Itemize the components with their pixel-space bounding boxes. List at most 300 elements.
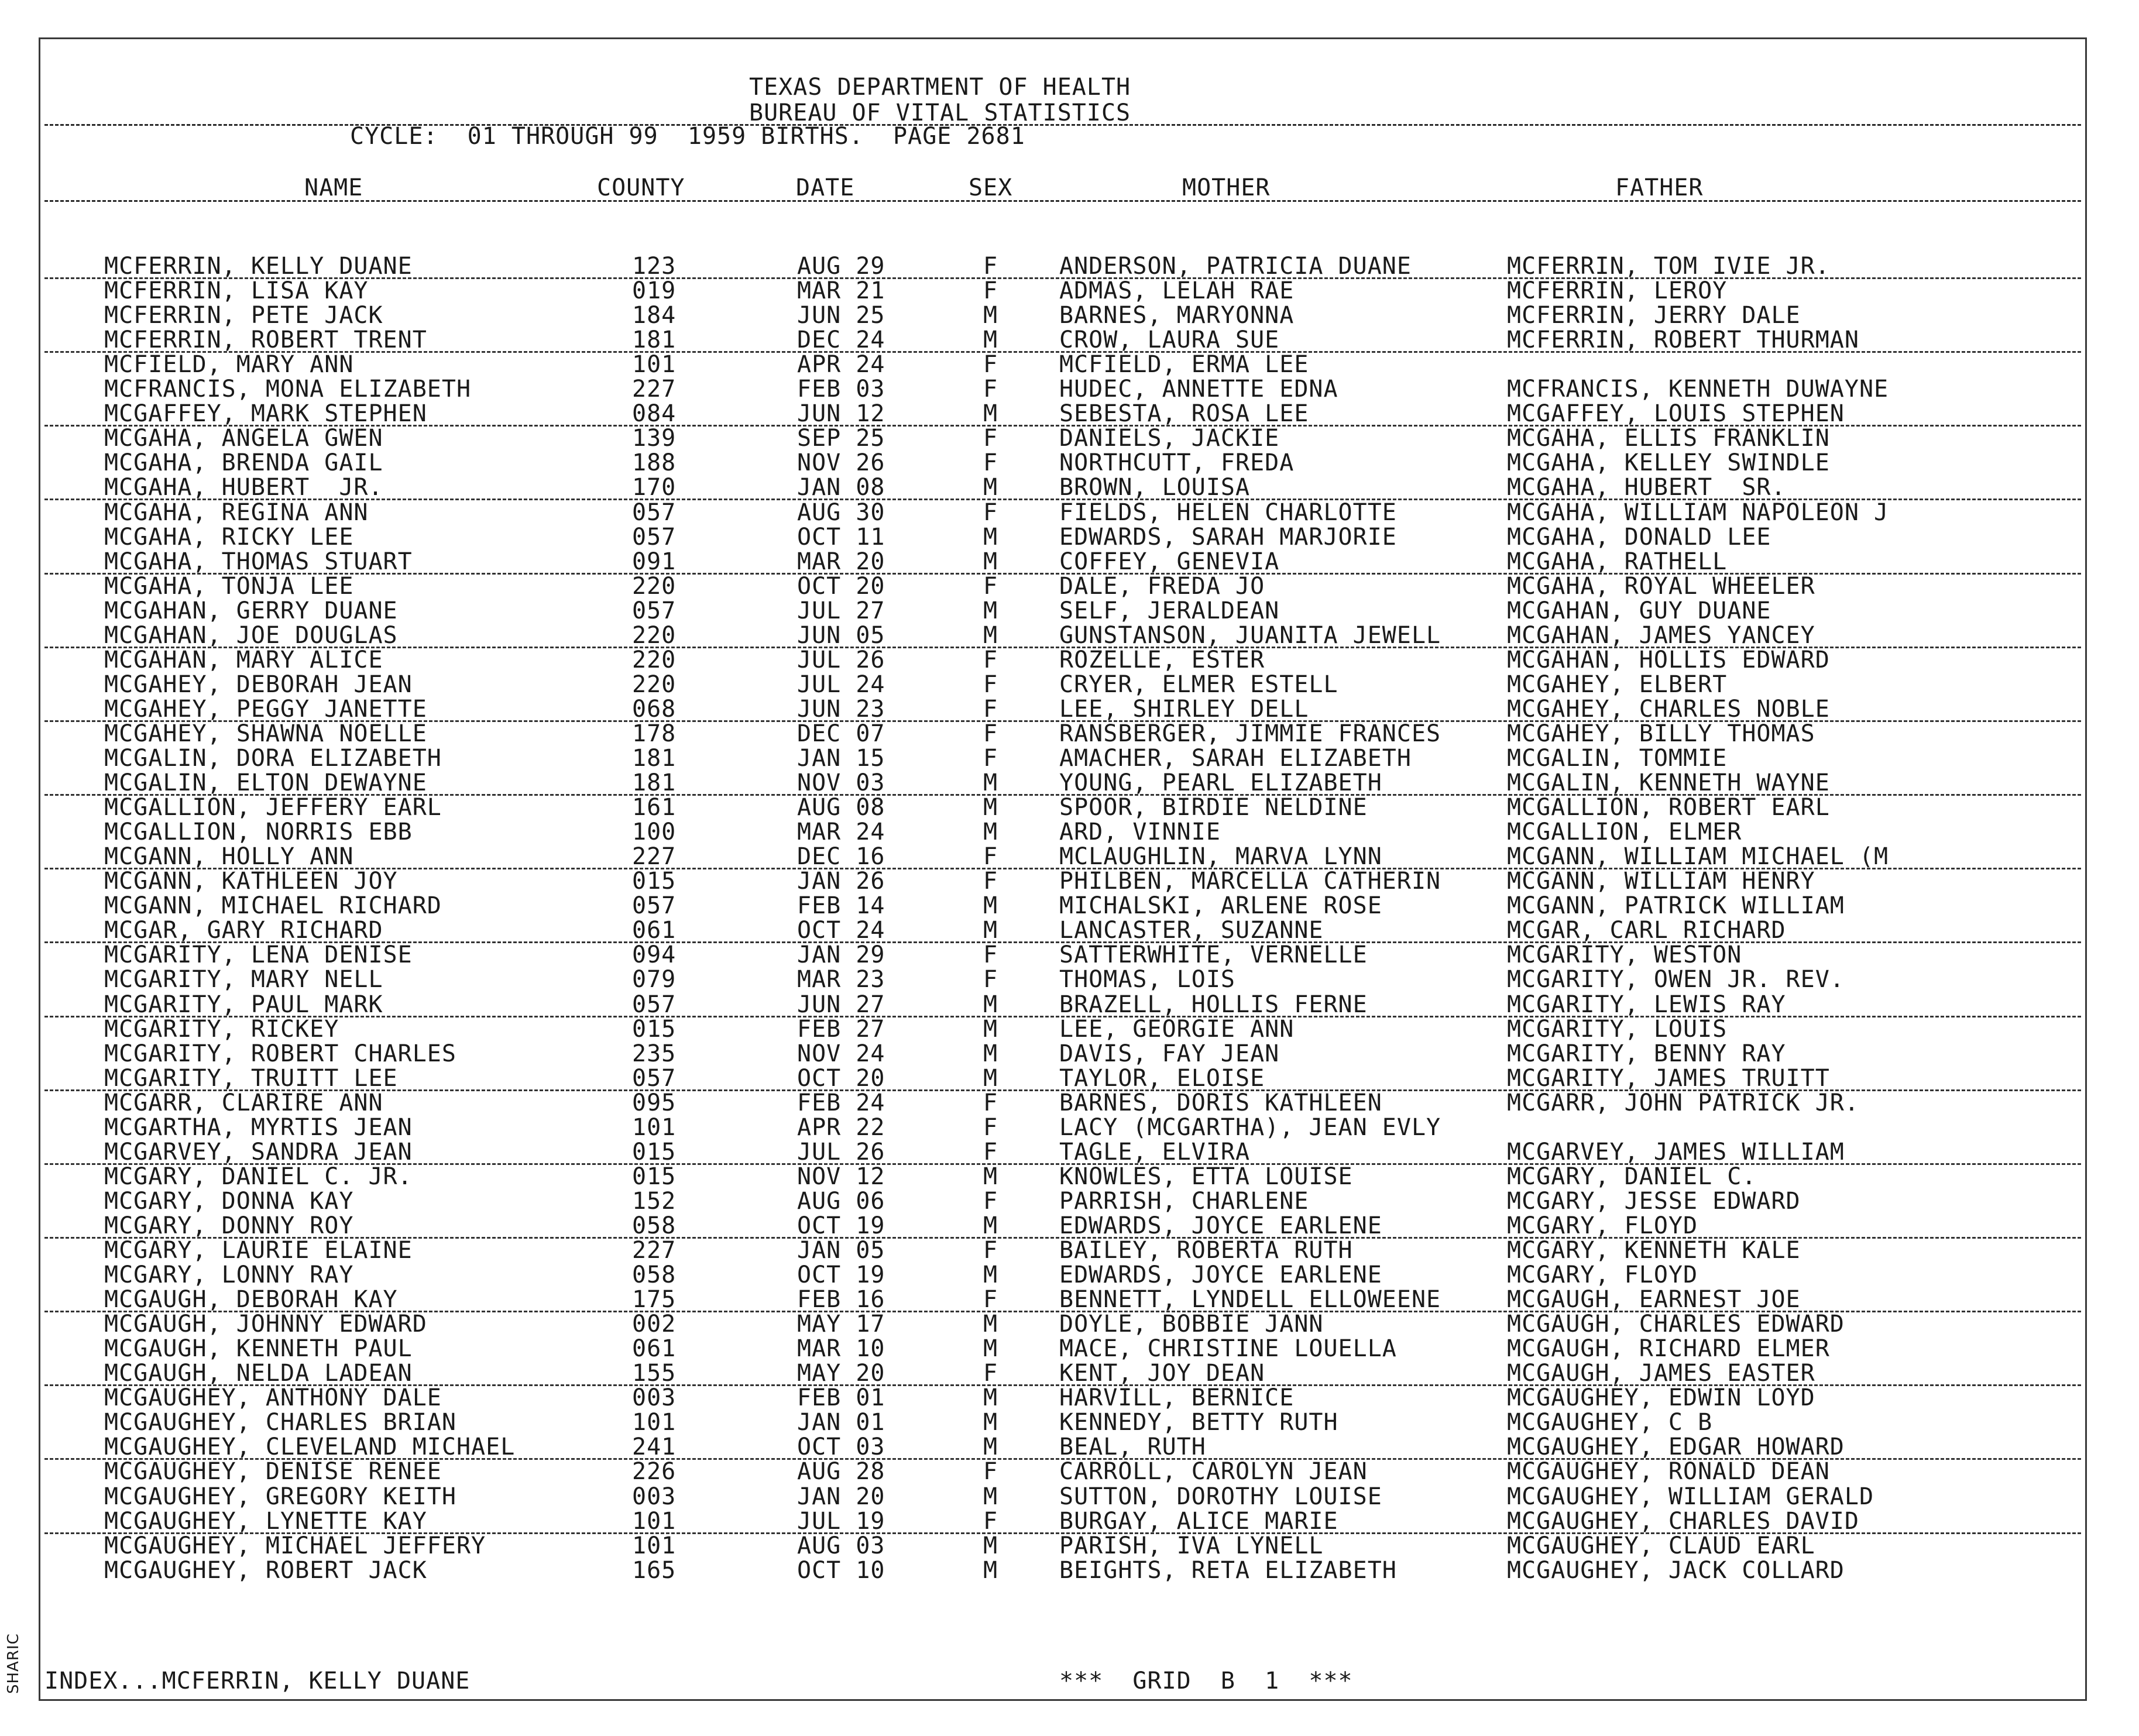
cell-father: MCFRANCIS, KENNETH DUWAYNE [1507, 376, 1889, 403]
cell-county: 019 [632, 277, 677, 305]
cell-name: MCGARTHA, MYRTIS JEAN [104, 1113, 413, 1141]
cell-mother: BARNES, DORIS KATHLEEN [1059, 1089, 1382, 1116]
cell-father: MCGARY, DANIEL C. [1507, 1163, 1757, 1190]
cell-mother: DANIELS, JACKIE [1059, 425, 1280, 452]
cell-mother: TAGLE, ELVIRA [1059, 1138, 1251, 1166]
cell-date: JAN 26 [797, 868, 885, 895]
cell-mother: EDWARDS, JOYCE EARLENE [1059, 1261, 1382, 1289]
cell-county: 057 [632, 597, 677, 624]
cell-name: MCFIELD, MARY ANN [104, 351, 354, 379]
cell-sex: F [983, 572, 998, 600]
cell-county: 084 [632, 400, 677, 428]
cell-name: MCGAHEY, SHAWNA NOELLE [104, 720, 427, 747]
cell-father: MCFERRIN, JERRY DALE [1507, 302, 1801, 329]
cell-mother: DALE, FREDA JO [1059, 572, 1265, 600]
cell-name: MCGAHA, BRENDA GAIL [104, 449, 383, 477]
cell-county: 139 [632, 425, 677, 452]
col-header-mother: MOTHER [1182, 174, 1271, 201]
cell-county: 003 [632, 1384, 677, 1412]
cell-sex: M [983, 1384, 998, 1412]
cell-county: 178 [632, 720, 677, 747]
cell-mother: BENNETT, LYNDELL ELLOWEENE [1059, 1286, 1441, 1314]
cell-sex: F [983, 745, 998, 772]
cell-sex: M [983, 991, 998, 1018]
cell-date: AUG 28 [797, 1458, 885, 1486]
cell-father: MCGAHA, DONALD LEE [1507, 523, 1771, 551]
cell-date: AUG 29 [797, 253, 885, 280]
cell-name: MCGARY, LAURIE ELAINE [104, 1237, 413, 1264]
cell-date: JUN 05 [797, 621, 885, 649]
cell-mother: ANDERSON, PATRICIA DUANE [1059, 253, 1412, 280]
cell-name: MCGAUGHEY, ANTHONY DALE [104, 1384, 442, 1412]
cell-sex: F [983, 868, 998, 895]
cell-mother: KENT, JOY DEAN [1059, 1360, 1265, 1387]
cell-father: MCGAUGH, CHARLES EDWARD [1507, 1311, 1845, 1338]
cell-sex: F [983, 1138, 998, 1166]
cell-sex: M [983, 302, 998, 329]
cell-date: JAN 15 [797, 745, 885, 772]
cell-sex: M [983, 1434, 998, 1461]
cell-father: MCGAHAN, GUY DUANE [1507, 597, 1771, 624]
cell-date: MAR 10 [797, 1335, 885, 1363]
cell-sex: F [983, 1237, 998, 1264]
cell-county: 227 [632, 1237, 677, 1264]
cell-father: MCGAHA, WILLIAM NAPOLEON J [1507, 499, 1889, 526]
cell-county: 181 [632, 745, 677, 772]
cell-sex: M [983, 1335, 998, 1363]
cell-county: 015 [632, 1138, 677, 1166]
cell-date: JUN 25 [797, 302, 885, 329]
cell-sex: F [983, 499, 998, 526]
cell-father: MCGAUGHEY, JACK COLLARD [1507, 1556, 1845, 1584]
cell-date: AUG 30 [797, 499, 885, 526]
cell-mother: SELF, JERALDEAN [1059, 597, 1280, 624]
cell-sex: F [983, 376, 998, 403]
cell-father: MCGAHA, ROYAL WHEELER [1507, 572, 1815, 600]
cell-date: JUL 27 [797, 597, 885, 624]
cell-sex: M [983, 892, 998, 920]
cell-father: MCGARITY, BENNY RAY [1507, 1040, 1786, 1067]
cell-date: SEP 25 [797, 425, 885, 452]
cell-father: MCGAUGHEY, CHARLES DAVID [1507, 1507, 1859, 1535]
cell-mother: PARRISH, CHARLENE [1059, 1187, 1309, 1215]
cell-father: MCGALIN, KENNETH WAYNE [1507, 769, 1830, 797]
department-title: TEXAS DEPARTMENT OF HEALTH [749, 74, 1131, 101]
cell-name: MCFRANCIS, MONA ELIZABETH [104, 376, 472, 403]
cell-county: 068 [632, 695, 677, 723]
cell-father: MCGAFFEY, LOUIS STEPHEN [1507, 400, 1845, 428]
cell-name: MCGARITY, TRUITT LEE [104, 1064, 398, 1092]
cell-mother: SPOOR, BIRDIE NELDINE [1059, 794, 1368, 821]
cell-name: MCGAHEY, DEBORAH JEAN [104, 671, 413, 698]
cell-mother: ARD, VINNIE [1059, 819, 1221, 846]
cell-name: MCGARITY, PAUL MARK [104, 991, 383, 1018]
cell-sex: M [983, 819, 998, 846]
cell-name: MCGALLION, NORRIS EBB [104, 819, 413, 846]
cell-county: 227 [632, 376, 677, 403]
cell-name: MCGAHA, HUBERT JR. [104, 474, 383, 501]
cell-sex: M [983, 1015, 998, 1043]
cell-mother: NORTHCUTT, FREDA [1059, 449, 1295, 477]
cell-name: MCGAHA, REGINA ANN [104, 499, 369, 526]
cell-father: MCGARITY, JAMES TRUITT [1507, 1064, 1830, 1092]
cell-sex: M [983, 326, 998, 354]
cell-name: MCGAHAN, MARY ALICE [104, 646, 383, 673]
cell-date: JAN 01 [797, 1409, 885, 1436]
col-header-name: NAME [304, 174, 363, 201]
cell-mother: PHILBEN, MARCELLA CATHERIN [1059, 868, 1441, 895]
cell-mother: PARISH, IVA LYNELL [1059, 1532, 1324, 1559]
cell-name: MCGALIN, ELTON DEWAYNE [104, 769, 427, 797]
cell-date: NOV 26 [797, 449, 885, 477]
cell-date: JUN 12 [797, 400, 885, 428]
cell-date: DEC 16 [797, 843, 885, 871]
cell-father: MCGARY, FLOYD [1507, 1261, 1698, 1289]
cell-sex: F [983, 277, 998, 305]
col-header-county: COUNTY [597, 174, 685, 201]
cell-county: 061 [632, 917, 677, 944]
cell-county: 058 [632, 1212, 677, 1239]
cell-father: MCGAR, CARL RICHARD [1507, 917, 1786, 944]
cell-sex: F [983, 351, 998, 379]
cell-sex: M [983, 597, 998, 624]
cell-name: MCGARY, DONNY ROY [104, 1212, 354, 1239]
cell-name: MCGAUGHEY, MICHAEL JEFFERY [104, 1532, 486, 1559]
cell-date: JUN 27 [797, 991, 885, 1018]
cell-date: JUN 23 [797, 695, 885, 723]
cell-father: MCGARITY, WESTON [1507, 941, 1742, 969]
cell-name: MCGAUGH, DEBORAH KAY [104, 1286, 398, 1314]
cell-date: JAN 29 [797, 941, 885, 969]
cell-sex: F [983, 646, 998, 673]
cell-name: MCGARVEY, SANDRA JEAN [104, 1138, 413, 1166]
cell-sex: M [983, 769, 998, 797]
cell-county: 235 [632, 1040, 677, 1067]
cell-county: 015 [632, 1163, 677, 1190]
cell-mother: COFFEY, GENEVIA [1059, 548, 1280, 575]
cell-father: MCGALIN, TOMMIE [1507, 745, 1728, 772]
cell-mother: MACE, CHRISTINE LOUELLA [1059, 1335, 1397, 1363]
cell-name: MCGAUGHEY, ROBERT JACK [104, 1556, 427, 1584]
cell-sex: M [983, 621, 998, 649]
cell-county: 184 [632, 302, 677, 329]
cell-name: MCFERRIN, ROBERT TRENT [104, 326, 427, 354]
cell-father: MCGALLION, ELMER [1507, 819, 1742, 846]
cell-sex: F [983, 1507, 998, 1535]
cell-name: MCGALLION, JEFFERY EARL [104, 794, 442, 821]
cell-father: MCGAHA, KELLEY SWINDLE [1507, 449, 1830, 477]
cell-mother: BEAL, RUTH [1059, 1434, 1206, 1461]
cell-mother: BRAZELL, HOLLIS FERNE [1059, 991, 1368, 1018]
cell-sex: F [983, 720, 998, 747]
cell-name: MCGANN, HOLLY ANN [104, 843, 354, 871]
cell-mother: LANCASTER, SUZANNE [1059, 917, 1324, 944]
cell-mother: EDWARDS, SARAH MARJORIE [1059, 523, 1397, 551]
cell-father: MCGANN, WILLIAM HENRY [1507, 868, 1815, 895]
cell-county: 057 [632, 523, 677, 551]
cell-name: MCGAUGH, KENNETH PAUL [104, 1335, 413, 1363]
cell-date: MAR 20 [797, 548, 885, 575]
cell-mother: AMACHER, SARAH ELIZABETH [1059, 745, 1412, 772]
cell-county: 015 [632, 1015, 677, 1043]
cell-county: 094 [632, 941, 677, 969]
cell-sex: F [983, 1360, 998, 1387]
cell-date: MAR 23 [797, 966, 885, 994]
cell-mother: FIELDS, HELEN CHARLOTTE [1059, 499, 1397, 526]
cell-name: MCGAHEY, PEGGY JANETTE [104, 695, 427, 723]
cell-date: MAR 21 [797, 277, 885, 305]
cell-sex: M [983, 1556, 998, 1584]
cell-father: MCFERRIN, LEROY [1507, 277, 1728, 305]
cell-date: AUG 06 [797, 1187, 885, 1215]
cell-father: MCGARY, JESSE EDWARD [1507, 1187, 1801, 1215]
cell-mother: DOYLE, BOBBIE JANN [1059, 1311, 1324, 1338]
cell-mother: BARNES, MARYONNA [1059, 302, 1295, 329]
cell-name: MCGALIN, DORA ELIZABETH [104, 745, 442, 772]
cell-county: 101 [632, 1532, 677, 1559]
cell-father: MCGALLION, ROBERT EARL [1507, 794, 1830, 821]
cell-date: OCT 19 [797, 1212, 885, 1239]
cell-mother: YOUNG, PEARL ELIZABETH [1059, 769, 1382, 797]
column-header-rule [44, 200, 2081, 202]
cell-date: AUG 03 [797, 1532, 885, 1559]
cell-county: 181 [632, 326, 677, 354]
cell-date: MAY 17 [797, 1311, 885, 1338]
cell-sex: M [983, 1311, 998, 1338]
side-label: SHARIC [5, 1633, 22, 1694]
cell-county: 101 [632, 1409, 677, 1436]
cell-sex: F [983, 449, 998, 477]
cell-date: APR 22 [797, 1113, 885, 1141]
cell-county: 101 [632, 1507, 677, 1535]
cell-name: MCGAUGHEY, CLEVELAND MICHAEL [104, 1434, 516, 1461]
cell-sex: M [983, 400, 998, 428]
cell-father: MCGARR, JOHN PATRICK JR. [1507, 1089, 1859, 1116]
cell-father: MCGARITY, OWEN JR. REV. [1507, 966, 1845, 994]
cell-sex: M [983, 548, 998, 575]
cell-county: 061 [632, 1335, 677, 1363]
cell-county: 161 [632, 794, 677, 821]
cell-mother: HARVILL, BERNICE [1059, 1384, 1295, 1412]
cell-father: MCGARITY, LEWIS RAY [1507, 991, 1786, 1018]
cell-mother: DAVIS, FAY JEAN [1059, 1040, 1280, 1067]
cell-father: MCGARY, KENNETH KALE [1507, 1237, 1801, 1264]
cell-father: MCGANN, WILLIAM MICHAEL (M [1507, 843, 1889, 871]
cell-father: MCGAHAN, JAMES YANCEY [1507, 621, 1815, 649]
cell-name: MCGAR, GARY RICHARD [104, 917, 383, 944]
cell-father: MCGAUGH, EARNEST JOE [1507, 1286, 1801, 1314]
cell-name: MCFERRIN, PETE JACK [104, 302, 383, 329]
cell-county: 165 [632, 1556, 677, 1584]
cell-date: OCT 20 [797, 572, 885, 600]
cell-name: MCGAUGHEY, LYNETTE KAY [104, 1507, 427, 1535]
cell-father: MCGAHEY, CHARLES NOBLE [1507, 695, 1830, 723]
cell-father: MCGAUGHEY, EDWIN LOYD [1507, 1384, 1815, 1412]
cell-date: OCT 20 [797, 1064, 885, 1092]
col-header-father: FATHER [1615, 174, 1704, 201]
cell-mother: ADMAS, LELAH RAE [1059, 277, 1295, 305]
cell-name: MCGARY, DONNA KAY [104, 1187, 354, 1215]
cell-father: MCGAHA, HUBERT SR. [1507, 474, 1786, 501]
cell-county: 003 [632, 1483, 677, 1510]
cell-mother: CARROLL, CAROLYN JEAN [1059, 1458, 1368, 1486]
cell-sex: M [983, 1212, 998, 1239]
cell-name: MCGAHA, THOMAS STUART [104, 548, 413, 575]
cell-mother: MCFIELD, ERMA LEE [1059, 351, 1309, 379]
cell-date: FEB 01 [797, 1384, 885, 1412]
cell-mother: THOMAS, LOIS [1059, 966, 1235, 994]
cell-county: 095 [632, 1089, 677, 1116]
col-header-date: DATE [796, 174, 855, 201]
cell-date: JUL 24 [797, 671, 885, 698]
cell-sex: M [983, 523, 998, 551]
cell-father: MCGARY, FLOYD [1507, 1212, 1698, 1239]
cell-county: 101 [632, 351, 677, 379]
cell-mother: BEIGHTS, RETA ELIZABETH [1059, 1556, 1397, 1584]
cell-father: MCGAHA, ELLIS FRANKLIN [1507, 425, 1830, 452]
cell-mother: LACY (MCGARTHA), JEAN EVLY [1059, 1113, 1441, 1141]
cell-date: DEC 24 [797, 326, 885, 354]
cell-name: MCGAUGHEY, GREGORY KEITH [104, 1483, 456, 1510]
cell-name: MCGAUGH, NELDA LADEAN [104, 1360, 413, 1387]
col-header-sex: SEX [969, 174, 1013, 201]
cell-father: MCGAUGHEY, RONALD DEAN [1507, 1458, 1830, 1486]
cell-mother: BURGAY, ALICE MARIE [1059, 1507, 1338, 1535]
cell-sex: M [983, 1261, 998, 1289]
cell-mother: GUNSTANSON, JUANITA JEWELL [1059, 621, 1441, 649]
cell-sex: F [983, 1089, 998, 1116]
cell-county: 002 [632, 1311, 677, 1338]
cell-county: 220 [632, 646, 677, 673]
cell-date: OCT 19 [797, 1261, 885, 1289]
cell-father: MCFERRIN, ROBERT THURMAN [1507, 326, 1859, 354]
cell-sex: F [983, 1286, 998, 1314]
cell-name: MCFERRIN, KELLY DUANE [104, 253, 413, 280]
cell-date: NOV 24 [797, 1040, 885, 1067]
cell-mother: LEE, SHIRLEY DELL [1059, 695, 1309, 723]
cell-father: MCGAUGHEY, CLAUD EARL [1507, 1532, 1815, 1559]
cell-county: 241 [632, 1434, 677, 1461]
cell-name: MCGAUGHEY, DENISE RENEE [104, 1458, 442, 1486]
cell-county: 226 [632, 1458, 677, 1486]
cell-county: 058 [632, 1261, 677, 1289]
cell-date: DEC 07 [797, 720, 885, 747]
cell-father: MCGAHEY, ELBERT [1507, 671, 1728, 698]
cell-father: MCGAUGHEY, EDGAR HOWARD [1507, 1434, 1845, 1461]
cell-county: 100 [632, 819, 677, 846]
cell-mother: SATTERWHITE, VERNELLE [1059, 941, 1368, 969]
cell-sex: F [983, 1458, 998, 1486]
cell-date: FEB 24 [797, 1089, 885, 1116]
cell-date: FEB 27 [797, 1015, 885, 1043]
cell-name: MCGARITY, RICKEY [104, 1015, 339, 1043]
cycle-line: CYCLE: 01 THROUGH 99 1959 BIRTHS. PAGE 2681 [350, 123, 1025, 150]
cell-father: MCGAHAN, HOLLIS EDWARD [1507, 646, 1830, 673]
cell-date: OCT 24 [797, 917, 885, 944]
cell-mother: HUDEC, ANNETTE EDNA [1059, 376, 1338, 403]
cell-father: MCGARITY, LOUIS [1507, 1015, 1728, 1043]
cell-sex: F [983, 1187, 998, 1215]
cell-mother: EDWARDS, JOYCE EARLENE [1059, 1212, 1382, 1239]
cell-father: MCGAUGHEY, WILLIAM GERALD [1507, 1483, 1874, 1510]
cell-name: MCFERRIN, LISA KAY [104, 277, 369, 305]
cell-father: MCGAUGHEY, C B [1507, 1409, 1713, 1436]
cell-sex: M [983, 1064, 998, 1092]
cell-mother: KENNEDY, BETTY RUTH [1059, 1409, 1338, 1436]
cell-county: 057 [632, 499, 677, 526]
cell-mother: SUTTON, DOROTHY LOUISE [1059, 1483, 1382, 1510]
cell-name: MCGAHA, ANGELA GWEN [104, 425, 383, 452]
cell-county: 057 [632, 1064, 677, 1092]
cell-sex: F [983, 671, 998, 698]
cell-mother: LEE, GEORGIE ANN [1059, 1015, 1295, 1043]
cell-county: 091 [632, 548, 677, 575]
cell-sex: M [983, 1163, 998, 1190]
cell-father: MCGAHEY, BILLY THOMAS [1507, 720, 1815, 747]
cell-mother: ROZELLE, ESTER [1059, 646, 1265, 673]
cell-name: MCGAHAN, JOE DOUGLAS [104, 621, 398, 649]
cell-name: MCGARITY, MARY NELL [104, 966, 383, 994]
cell-county: 057 [632, 892, 677, 920]
cell-name: MCGARITY, ROBERT CHARLES [104, 1040, 456, 1067]
cell-father: MCFERRIN, TOM IVIE JR. [1507, 253, 1830, 280]
cell-county: 188 [632, 449, 677, 477]
cell-sex: F [983, 695, 998, 723]
cell-name: MCGAFFEY, MARK STEPHEN [104, 400, 427, 428]
cell-name: MCGARY, LONNY RAY [104, 1261, 354, 1289]
cell-date: JAN 08 [797, 474, 885, 501]
cell-name: MCGANN, MICHAEL RICHARD [104, 892, 442, 920]
cell-mother: CRYER, ELMER ESTELL [1059, 671, 1338, 698]
cell-father: MCGAHA, RATHELL [1507, 548, 1728, 575]
cell-name: MCGAUGHEY, CHARLES BRIAN [104, 1409, 456, 1436]
cell-date: JUL 26 [797, 646, 885, 673]
cell-sex: M [983, 1532, 998, 1559]
cell-date: JAN 20 [797, 1483, 885, 1510]
cell-date: JUL 26 [797, 1138, 885, 1166]
cell-name: MCGAHAN, GERRY DUANE [104, 597, 398, 624]
cell-county: 101 [632, 1113, 677, 1141]
cell-name: MCGARY, DANIEL C. JR. [104, 1163, 413, 1190]
cell-date: FEB 03 [797, 376, 885, 403]
cell-date: JUL 19 [797, 1507, 885, 1535]
cell-date: MAR 24 [797, 819, 885, 846]
cell-sex: M [983, 917, 998, 944]
cell-sex: F [983, 941, 998, 969]
cell-sex: M [983, 794, 998, 821]
cell-father: MCGANN, PATRICK WILLIAM [1507, 892, 1845, 920]
cell-county: 057 [632, 991, 677, 1018]
cell-county: 079 [632, 966, 677, 994]
cell-date: OCT 11 [797, 523, 885, 551]
cell-county: 170 [632, 474, 677, 501]
cell-county: 175 [632, 1286, 677, 1314]
cell-county: 220 [632, 671, 677, 698]
cell-mother: RANSBERGER, JIMMIE FRANCES [1059, 720, 1441, 747]
cell-county: 155 [632, 1360, 677, 1387]
cell-county: 123 [632, 253, 677, 280]
cell-name: MCGAHA, RICKY LEE [104, 523, 354, 551]
cell-date: FEB 14 [797, 892, 885, 920]
cell-name: MCGAUGH, JOHNNY EDWARD [104, 1311, 427, 1338]
cell-date: MAY 20 [797, 1360, 885, 1387]
cell-sex: M [983, 1483, 998, 1510]
cell-mother: KNOWLES, ETTA LOUISE [1059, 1163, 1353, 1190]
cell-sex: F [983, 843, 998, 871]
cell-mother: TAYLOR, ELOISE [1059, 1064, 1265, 1092]
cell-name: MCGARR, CLARIRE ANN [104, 1089, 383, 1116]
cell-date: NOV 03 [797, 769, 885, 797]
